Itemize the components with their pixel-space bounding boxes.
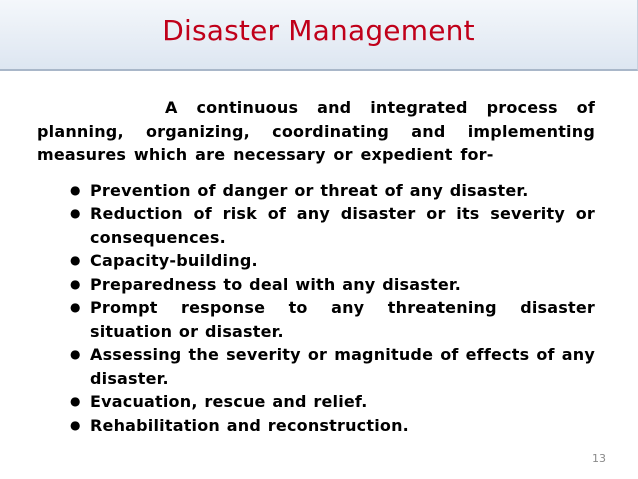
bullet-icon: ● xyxy=(70,417,81,432)
bullet-item xyxy=(70,414,595,438)
bullet-text: Prompt response to any threatening disaster situation or disaster. xyxy=(90,298,595,341)
bullet-icon: ● xyxy=(70,347,81,361)
slide-title: Disaster Management xyxy=(162,14,475,47)
bullet-text: Reduction of risk of any disaster or its severity or consequences. xyxy=(90,204,595,247)
page-number: 13 xyxy=(592,452,606,465)
bullet-icon: ● xyxy=(70,394,81,408)
bullet-text: Evacuation, rescue and relief. xyxy=(90,392,368,411)
bullet-icon: ● xyxy=(70,182,81,197)
bullet-icon: ● xyxy=(70,206,81,220)
slide-body xyxy=(37,96,595,437)
title-banner xyxy=(0,0,638,71)
bullet-icon: ● xyxy=(70,253,81,267)
bullet-item xyxy=(70,202,595,249)
bullet-item xyxy=(70,273,595,297)
bullet-item xyxy=(70,296,595,343)
bullet-list xyxy=(37,179,595,438)
intro-paragraph: A continuous and integrated process of planning, organizing, coordinating and implementing measures which are necessary or expedient for- xyxy=(37,98,595,164)
bullet-text: Prevention of danger or threat of any disaster. xyxy=(90,180,529,200)
bullet-text: Preparedness to deal with any disaster. xyxy=(90,274,461,294)
bullet-item xyxy=(70,249,595,273)
bullet-icon: ● xyxy=(70,276,81,291)
bullet-text: Capacity-building. xyxy=(90,251,258,270)
bullet-text: Assessing the severity or magnitude of effects of any disaster. xyxy=(90,345,595,388)
bullet-text: Rehabilitation and reconstruction. xyxy=(90,415,409,435)
bullet-item xyxy=(70,390,595,414)
bullet-icon: ● xyxy=(70,300,81,314)
bullet-item xyxy=(70,343,595,390)
bullet-item xyxy=(70,179,595,203)
